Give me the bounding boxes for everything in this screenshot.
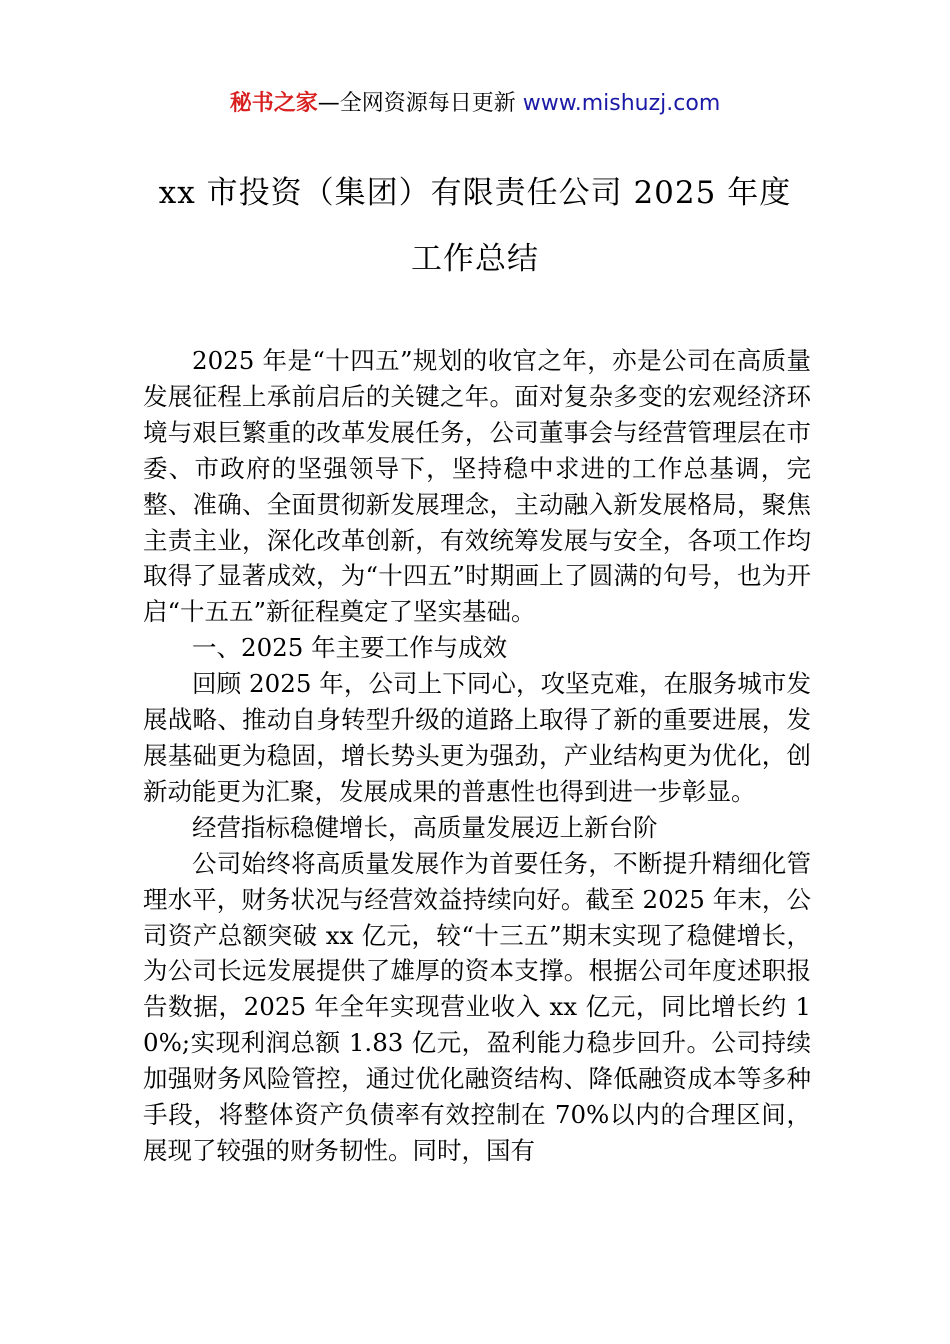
paragraph-intro: 2025 年是“十四五”规划的收官之年，亦是公司在高质量发展征程上承前启后的关键之年。面对复杂多变的宏观经济环境与艰巨繁重的改革发展任务，公司董事会与经营管理层在市委、市政府的坚强领导下，坚持稳中求进的工作总基调，完整、准确、全面贯彻新发展理念，主动融入新发展格局，聚焦主责主业，深化改革创新，有效统筹发展与安全，各项工作均取得了显著成效，为“十四五”时期画上了圆满的句号，也为开启“十五五”新征程奠定了坚实基础。	[143, 346, 811, 627]
paragraph-review: 回顾 2025 年，公司上下同心，攻坚克难，在服务城市发展战略、推动自身转型升级的道路上取得了新的重要进展，发展基础更为稳固，增长势头更为强劲，产业结构更为优化，创新动能更为汇聚，发展成果的普惠性也得到进一步彰显。	[143, 669, 811, 806]
site-url-link[interactable]: www.mishuzj.com	[522, 91, 721, 116]
document-body	[143, 343, 811, 1169]
subsection-heading-1: 经营指标稳健增长，高质量发展迈上新台阶	[192, 812, 658, 842]
site-brand: 秘书之家	[229, 91, 318, 116]
site-tagline: —全网资源每日更新	[317, 91, 516, 116]
document-title	[100, 160, 850, 292]
site-header	[0, 88, 950, 120]
paragraph-operations: 公司始终将高质量发展作为首要任务，不断提升精细化管理水平，财务状况与经营效益持续向好。截至 2025 年末，公司资产总额突破 xx 亿元，较“十三五”期末实现了稳健增长，为公司长远发展提供了雄厚的资本支撑。根据公司年度述职报告数据，2025 年全年实现营业收入 xx 亿元，同比增长约 10%;实现利润总额 1.83 亿元，盈利能力稳步回升。公司持续加强财务风险管控，通过优化融资结构、降低融资成本等多种手段，将整体资产负债率有效控制在 70%以内的合理区间，展现了较强的财务韧性。同时，国有	[143, 848, 811, 1165]
section-heading-1: 一、2025 年主要工作与成效	[192, 633, 508, 663]
title-line-2: 工作总结	[411, 241, 539, 277]
title-line-1: xx 市投资（集团）有限责任公司 2025 年度	[158, 175, 792, 211]
